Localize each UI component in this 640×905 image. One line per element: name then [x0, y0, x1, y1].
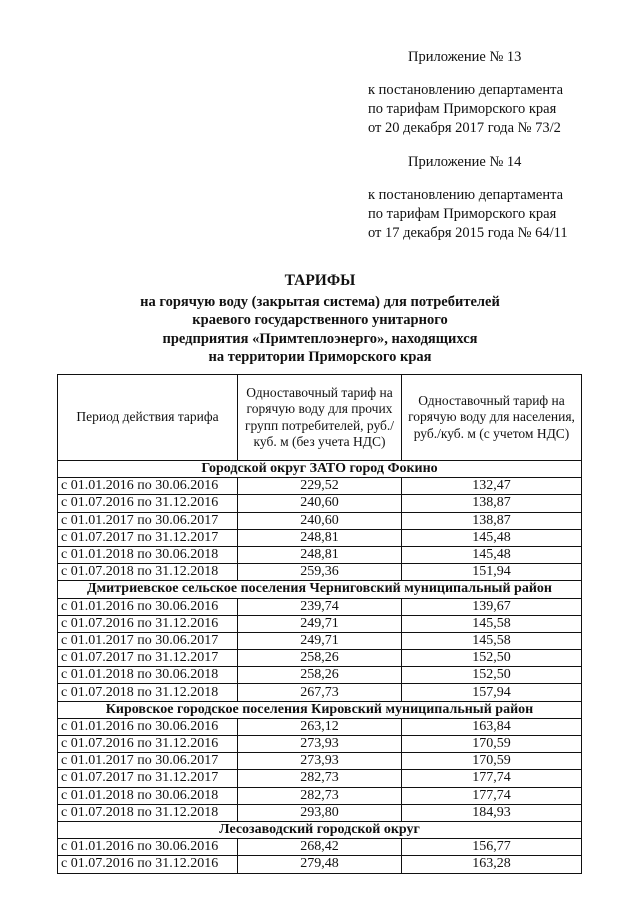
- period-cell: с 01.07.2017 по 31.12.2017: [58, 529, 238, 546]
- header-tariff-other: Одноставочный тариф на горячую воду для прочих групп потребителей, руб./куб. м (без учета НДС): [238, 375, 402, 461]
- tariff-population-cell: 170,59: [402, 753, 582, 770]
- period-cell: с 01.01.2018 по 30.06.2018: [58, 667, 238, 684]
- section-name: Кировское городское поселения Кировский муниципальный район: [58, 701, 582, 718]
- tariff-population-cell: 156,77: [402, 839, 582, 856]
- annex-13-line: по тарифам Приморского края: [368, 101, 557, 117]
- period-cell: с 01.01.2016 по 30.06.2016: [58, 478, 238, 495]
- tariff-population-cell: 139,67: [402, 598, 582, 615]
- annex-14-title: Приложение № 14: [408, 154, 522, 170]
- period-cell: с 01.01.2016 по 30.06.2016: [58, 718, 238, 735]
- document-subtitle-line: краевого государственного унитарного: [192, 312, 448, 328]
- annex-13-line: к постановлению департамента: [368, 82, 564, 98]
- tariff-other-cell: 240,60: [238, 512, 402, 529]
- period-cell: с 01.01.2017 по 30.06.2017: [58, 632, 238, 649]
- tariff-population-cell: 177,74: [402, 770, 582, 787]
- tariff-other-cell: 258,26: [238, 650, 402, 667]
- annex-14-line: к постановлению департамента: [368, 187, 564, 203]
- tariff-table-body: [58, 461, 582, 874]
- tariff-population-cell: 145,58: [402, 615, 582, 632]
- tariff-population-cell: 138,87: [402, 512, 582, 529]
- tariff-other-cell: 240,60: [238, 495, 402, 512]
- tariff-other-cell: 263,12: [238, 718, 402, 735]
- tariff-other-cell: 282,73: [238, 787, 402, 804]
- tariff-other-cell: 293,80: [238, 804, 402, 821]
- tariff-other-cell: 267,73: [238, 684, 402, 701]
- period-cell: с 01.01.2018 по 30.06.2018: [58, 546, 238, 563]
- table-row: [58, 564, 582, 581]
- period-cell: с 01.07.2018 по 31.12.2018: [58, 684, 238, 701]
- table-row: [58, 546, 582, 563]
- tariff-other-cell: 273,93: [238, 753, 402, 770]
- period-cell: с 01.07.2016 по 31.12.2016: [58, 736, 238, 753]
- period-cell: с 01.07.2016 по 31.12.2016: [58, 856, 238, 873]
- tariff-other-cell: 273,93: [238, 736, 402, 753]
- period-cell: с 01.07.2016 по 31.12.2016: [58, 615, 238, 632]
- tariff-other-cell: 249,71: [238, 615, 402, 632]
- tariff-population-cell: 152,50: [402, 667, 582, 684]
- tariff-table: [57, 374, 582, 874]
- section-name: Лесозаводский городской округ: [58, 821, 582, 838]
- document-subtitle-line: на горячую воду (закрытая система) для потребителей: [140, 293, 500, 310]
- table-row: [58, 529, 582, 546]
- period-cell: с 01.01.2017 по 30.06.2017: [58, 753, 238, 770]
- tariff-other-cell: 249,71: [238, 632, 402, 649]
- table-row: [58, 495, 582, 512]
- period-cell: с 01.01.2017 по 30.06.2017: [58, 512, 238, 529]
- header-tariff-population: Одноставочный тариф на горячую воду для населения, руб./куб. м (с учетом НДС): [402, 375, 582, 461]
- table-row: [58, 718, 582, 735]
- period-cell: с 01.01.2016 по 30.06.2016: [58, 839, 238, 856]
- section-row: [58, 461, 582, 478]
- tariff-population-cell: 157,94: [402, 684, 582, 701]
- annex-13-block: [368, 48, 628, 138]
- section-row: [58, 821, 582, 838]
- section-row: [58, 701, 582, 718]
- annex-14-line: по тарифам Приморского края: [368, 206, 557, 222]
- tariff-other-cell: 248,81: [238, 529, 402, 546]
- tariff-other-cell: 282,73: [238, 770, 402, 787]
- section-name: Городской округ ЗАТО город Фокино: [58, 461, 582, 478]
- table-row: [58, 632, 582, 649]
- tariff-other-cell: 259,36: [238, 564, 402, 581]
- table-row: [58, 615, 582, 632]
- document-subtitle-line: на территории Приморского края: [208, 349, 432, 365]
- table-row: [58, 598, 582, 615]
- annex-13-title: Приложение № 13: [408, 49, 522, 65]
- section-row: [58, 581, 582, 598]
- table-row: [58, 478, 582, 495]
- table-row: [58, 770, 582, 787]
- table-row: [58, 839, 582, 856]
- tariff-population-cell: 145,48: [402, 546, 582, 563]
- tariff-population-cell: 152,50: [402, 650, 582, 667]
- tariff-population-cell: 184,93: [402, 804, 582, 821]
- tariff-population-cell: 138,87: [402, 495, 582, 512]
- period-cell: с 01.01.2018 по 30.06.2018: [58, 787, 238, 804]
- document-subtitle-line: предприятия «Примтеплоэнерго», находящихся: [162, 330, 478, 347]
- tariff-population-cell: 163,28: [402, 856, 582, 873]
- period-cell: с 01.07.2018 по 31.12.2018: [58, 804, 238, 821]
- table-row: [58, 753, 582, 770]
- annex-13-line: от 20 декабря 2017 года № 73/2: [368, 120, 561, 136]
- tariff-population-cell: 132,47: [402, 478, 582, 495]
- tariff-population-cell: 145,58: [402, 632, 582, 649]
- table-row: [58, 736, 582, 753]
- table-row: [58, 512, 582, 529]
- table-row: [58, 856, 582, 873]
- table-row: [58, 650, 582, 667]
- tariff-population-cell: 151,94: [402, 564, 582, 581]
- period-cell: с 01.07.2017 по 31.12.2017: [58, 650, 238, 667]
- period-cell: с 01.07.2017 по 31.12.2017: [58, 770, 238, 787]
- period-cell: с 01.07.2018 по 31.12.2018: [58, 564, 238, 581]
- tariff-other-cell: 258,26: [238, 667, 402, 684]
- tariff-other-cell: 268,42: [238, 839, 402, 856]
- section-name: Дмитриевское сельское поселения Черниговский муниципальный район: [58, 581, 582, 598]
- table-row: [58, 667, 582, 684]
- tariff-other-cell: 248,81: [238, 546, 402, 563]
- tariff-population-cell: 163,84: [402, 718, 582, 735]
- tariff-other-cell: 239,74: [238, 598, 402, 615]
- tariff-population-cell: 170,59: [402, 736, 582, 753]
- period-cell: с 01.01.2016 по 30.06.2016: [58, 598, 238, 615]
- tariff-population-cell: 145,48: [402, 529, 582, 546]
- table-row: [58, 804, 582, 821]
- document-heading: [60, 272, 580, 367]
- tariff-population-cell: 177,74: [402, 787, 582, 804]
- tariff-other-cell: 279,48: [238, 856, 402, 873]
- annex-14-block: [368, 153, 628, 243]
- table-header-row: [58, 375, 582, 461]
- document-title: ТАРИФЫ: [284, 272, 356, 289]
- table-row: [58, 684, 582, 701]
- period-cell: с 01.07.2016 по 31.12.2016: [58, 495, 238, 512]
- table-row: [58, 787, 582, 804]
- tariff-other-cell: 229,52: [238, 478, 402, 495]
- header-period: Период действия тарифа: [58, 375, 238, 461]
- annex-14-line: от 17 декабря 2015 года № 64/11: [368, 225, 568, 241]
